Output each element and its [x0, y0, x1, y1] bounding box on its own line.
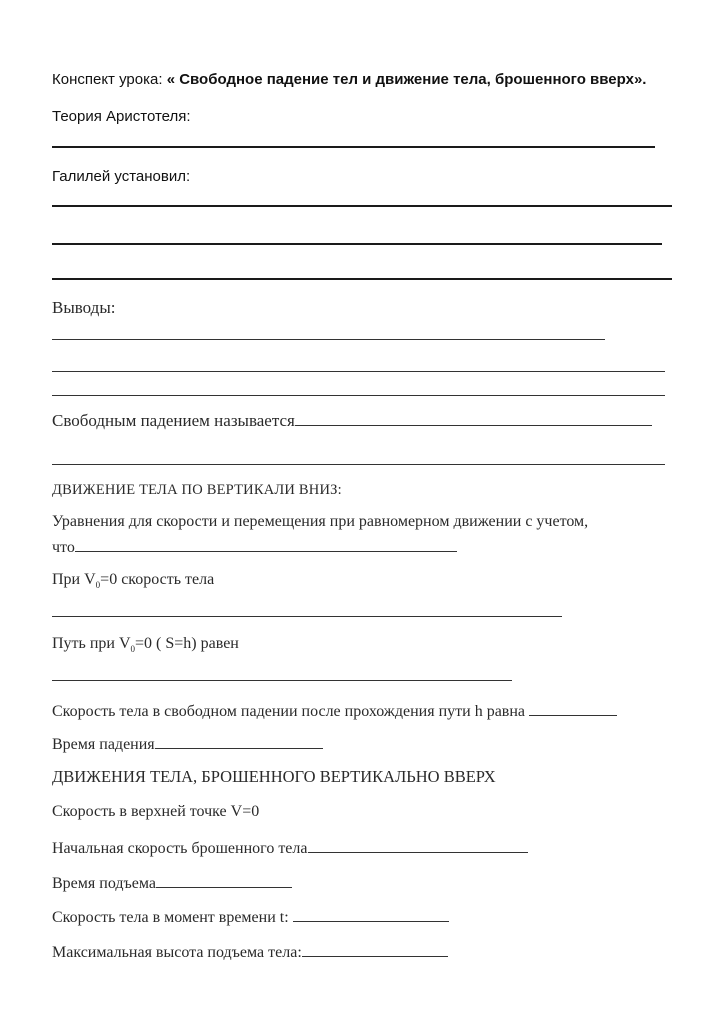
rise-time-row — [52, 873, 292, 893]
path-subscript: 0 — [130, 644, 136, 655]
answer-blank[interactable] — [75, 537, 457, 552]
answer-line[interactable] — [52, 243, 662, 245]
max-height-row — [52, 942, 448, 962]
equations-label: что — [52, 539, 75, 556]
upward-heading: ДВИЖЕНИЯ ТЕЛА, БРОШЕННОГО ВЕРТИКАЛЬНО ВВЕРХ — [52, 767, 496, 786]
path-label-end: =0 ( S=h) равен — [135, 635, 239, 652]
answer-line[interactable] — [52, 339, 605, 340]
fall-time-row — [52, 734, 323, 754]
answer-blank[interactable] — [302, 942, 448, 957]
answer-blank[interactable] — [155, 734, 323, 749]
answer-line[interactable] — [52, 146, 655, 148]
v0-speed-label-end: =0 скорость тела — [100, 571, 215, 588]
path-row — [52, 635, 239, 654]
answer-line[interactable] — [52, 680, 512, 681]
rise-time-label: Время подъема — [52, 875, 156, 892]
answer-line[interactable] — [52, 395, 665, 396]
v0-speed-row — [52, 571, 214, 590]
path-label-start: Путь при V — [52, 635, 131, 652]
answer-line[interactable] — [52, 278, 672, 280]
answer-blank[interactable] — [293, 907, 449, 922]
answer-line[interactable] — [52, 205, 672, 207]
speed-at-t-label: Скорость тела в момент времени t: — [52, 909, 293, 926]
conclusions-label: Выводы: — [52, 298, 116, 317]
speed-after-h-row — [52, 701, 617, 721]
speed-after-h-label: Скорость тела в свободном падении после прохождения пути h равна — [52, 703, 530, 720]
top-speed-text: Скорость в верхней точке V=0 — [52, 803, 260, 820]
answer-line[interactable] — [52, 616, 562, 617]
max-height-label: Максимальная высота подъема тела: — [52, 944, 302, 961]
answer-blank[interactable] — [529, 701, 617, 716]
free-fall-definition — [52, 411, 652, 431]
answer-blank[interactable] — [156, 873, 292, 888]
initial-speed-label: Начальная скорость брошенного тела — [52, 840, 308, 857]
speed-at-t-row — [52, 907, 449, 927]
answer-blank[interactable] — [308, 838, 528, 853]
answer-line[interactable] — [52, 464, 665, 465]
equations-line-1: Уравнения для скорости и перемещения при равномерном движении с учетом, — [52, 513, 589, 530]
fall-time-label: Время падения — [52, 736, 155, 753]
galileo-label: Галилей установил: — [52, 168, 191, 185]
lesson-header — [52, 71, 646, 88]
v0-subscript: 0 — [95, 580, 101, 591]
downward-heading: ДВИЖЕНИЕ ТЕЛА ПО ВЕРТИКАЛИ ВНИЗ: — [52, 482, 342, 498]
aristotle-label: Теория Аристотеля: — [52, 108, 191, 125]
initial-speed-row — [52, 838, 528, 858]
lesson-label: Конспект урока: — [52, 71, 163, 88]
v0-speed-label-start: При V — [52, 571, 96, 588]
free-fall-label: Свободным падением называется — [52, 411, 295, 430]
lesson-title: « Свободное падение тел и движение тела, брошенного вверх». — [166, 71, 647, 88]
answer-line[interactable] — [52, 371, 665, 372]
answer-blank[interactable] — [295, 411, 652, 426]
equations-line-2 — [52, 537, 457, 557]
